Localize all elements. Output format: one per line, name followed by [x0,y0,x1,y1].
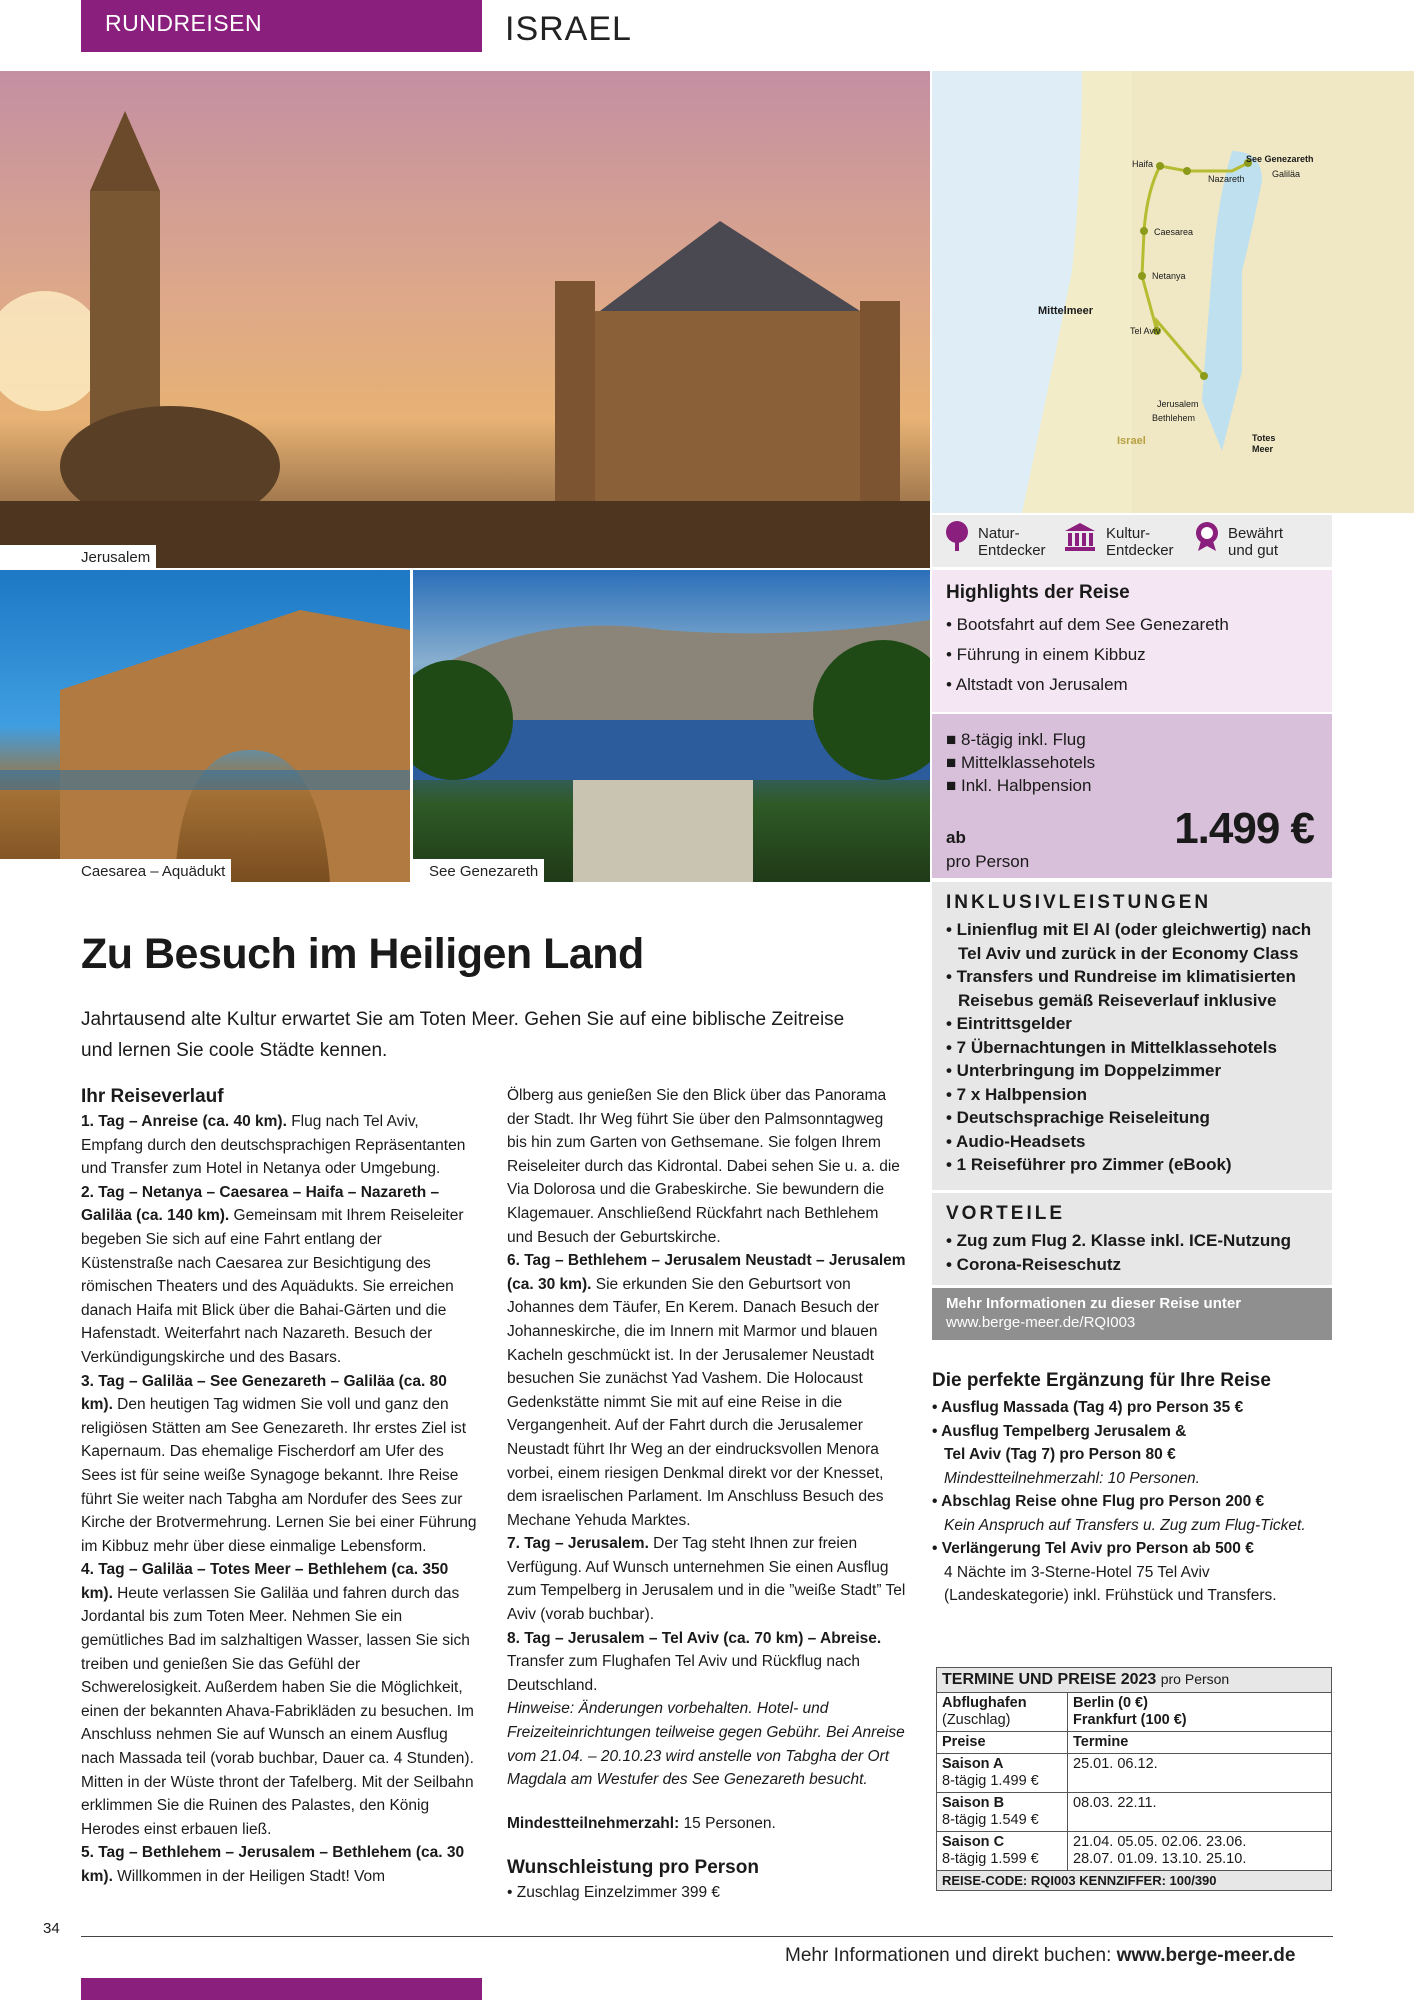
price-per: pro Person [946,852,1030,871]
temple-icon [1064,521,1096,551]
extras-title: Die perfekte Ergänzung für Ihre Reise [932,1370,1271,1391]
map-label: Galiläa [1272,169,1301,179]
aqueduct-illustration [0,570,410,882]
feature-item: ■ Mittelklassehotels [946,753,1096,772]
inclusive-item: • Eintrittsgelder [946,1014,1072,1033]
photo-caesarea [0,570,410,882]
map-label: Bethlehem [1152,413,1196,423]
map-label: Israel [1117,435,1146,447]
table-row: Preise Termine [937,1731,1331,1753]
itinerary-title: Ihr Reiseverlauf [81,1086,224,1107]
badge-natur: Natur- Entdecker [978,525,1046,559]
map-label: Jerusalem [1157,399,1199,409]
table-row: Saison B 8-tägig 1.549 € 08.03. 22.11. [937,1792,1331,1831]
vorteile-item: • Corona-Reiseschutz [946,1254,1122,1274]
vorteile-item: • Zug zum Flug 2. Klasse inkl. ICE-Nutzung [946,1231,1292,1250]
table-row: Saison C 8-tägig 1.599 € 21.04. 05.05. 02.06. 23.06. 28.07. 01.09. 13.10. 25.10. [937,1831,1331,1870]
category-badges [932,515,1332,567]
footer-link[interactable]: www.berge-meer.de [1116,1945,1296,1966]
hinweis: Hinweise: Änderungen vorbehalten. Hotel- und Freizeiteinrichtungen teilweise gegen Gebühr. Bei Anreise vom 21.04. – 20.10.23 wird anstelle von Tabgha der Ort Magdala am Westufer des See Genezareth besucht. [507,1700,905,1789]
extras-item: • Verlängerung Tel Aviv pro Person ab 500 € [932,1540,1254,1557]
inclusive-item: • 7 x Halbpension [946,1084,1088,1104]
price-box [932,714,1332,878]
award-icon [1194,521,1220,551]
route-map [932,71,1414,513]
map-label: Netanya [1152,271,1186,281]
min-participants: Mindestteilnehmerzahl: 15 Personen. [507,1814,776,1832]
category-label: RUNDREISEN [81,0,482,52]
more-info-link[interactable]: www.berge-meer.de/RQI003 [946,1314,1136,1331]
price-value: 1.499 € [1174,804,1314,853]
vorteile-title: VORTEILE [946,1203,1066,1224]
day-4: 4. Tag – Galiläa – Totes Meer – Bethlehem (ca. 350 km). Heute verlassen Sie Galiläa und fahren durch das Jordantal bis zum Toten Meer. Nehmen Sie ein gemütliches Bad im salzhaltigen Wasser, lassen Sie sich treiben und genießen Sie das Gefühl der Schwerelosigkeit. Außerdem haben Sie die Möglichkeit, einen der bekannten Ahava-Fabrikläden zu besuchen. Im Anschluss nehmen Sie auf Wunsch an einem Ausflug nach Massada teil (vorab buchbar, Dauer ca. 4 Stunden). Mitten in der Wüste thront der Tafelberg. Mit der Seilbahn erklimmen Sie die Ruinen des Palastes, den König Herodes einst erbauen ließ. [81,1561,474,1838]
inclusive-item: • Unterbringung im Doppelzimmer [946,1061,1222,1080]
table-title: TERMINE UND PREISE 2023 pro Person [937,1668,1331,1692]
photo-caption: See Genezareth [413,859,544,882]
inclusive-item: • 7 Übernachtungen in Mittelklassehotels [946,1037,1277,1057]
badge-kultur: Kultur- Entdecker [1106,525,1174,559]
day-5-cont: Ölberg aus genießen Sie den Blick über das Panorama der Stadt. Ihr Weg führt Sie über den Palmsonntagweg bis hin zum Garten von Gethsemane. Sie folgen Ihrem Reiseleiter durch das Kidrontal. Dabei sehen Sie u. a. die Via Dolorosa und die Grabeskirche. Sie bewundern die Klagemauer. Anschließend Rückfahrt nach Bethlehem und Besuch der Geburtskirche. [507,1087,900,1246]
footer-text: Mehr Informationen und direkt buchen: www.berge-meer.de [785,1945,1296,1966]
extras-section [932,1370,1332,1608]
photo-caption: Jerusalem [0,545,156,568]
extras-item: • Ausflug Massada (Tag 4) pro Person 35 € [932,1399,1244,1416]
photo-see-genezareth [413,570,930,882]
extras-item: • Abschlag Reise ohne Flug pro Person 200 € [932,1493,1265,1510]
badge-bewaehrt: Bewährt und gut [1228,525,1284,559]
intro-text: Jahrtausend alte Kultur erwartet Sie am Toten Meer. Gehen Sie auf eine biblische Zeitreise und lernen Sie coole Städte kennen. [81,1009,845,1061]
tree-icon [944,521,970,551]
price-prefix: ab [946,828,966,847]
extras-note: 4 Nächte im 3-Sterne-Hotel 75 Tel Aviv [944,1563,1210,1581]
inclusive-item: • Linienflug mit El Al (oder gleichwertig) nach Tel Aviv und zurück in der Economy Class [946,920,1312,963]
extras-note: (Landeskategorie) inkl. Frühstück und Transfers. [944,1587,1277,1604]
day-7: 7. Tag – Jerusalem. Der Tag steht Ihnen zur freien Verfügung. Auf Wunsch unternehmen Sie einen Ausflug zum Tempelberg in Jerusalem und in die ”weiße Stadt” Tel Aviv (vorab buchbar). [507,1535,906,1624]
page-number: 34 [43,1920,60,1937]
feature-item: ■ 8-tägig inkl. Flug [946,730,1086,749]
wunsch-item: • Zuschlag Einzelzimmer 399 € [507,1884,721,1902]
jerusalem-illustration [0,71,930,568]
map-label: See Genezareth [1246,154,1314,164]
more-info-text: Mehr Informationen zu dieser Reise unter [946,1295,1242,1312]
inclusive-item: • Deutschsprachige Reiseleitung [946,1108,1210,1127]
bottom-bar [81,1978,482,2000]
extras-note: Kein Anspruch auf Transfers u. Zug zum Flug-Ticket. [944,1516,1306,1534]
page-title: ISRAEL [505,10,632,48]
map-label: Mittelmeer [1038,305,1094,317]
day-6: 6. Tag – Bethlehem – Jerusalem Neustadt – Jerusalem (ca. 30 km). Sie erkunden Sie den Geburtsort von Johannes dem Täufer, En Kerem. Danach Besuch der Johanneskirche, die im Innern mit Marmor und blauen Kacheln geschmückt ist. In der Jerusalemer Neustadt besuchen Sie zunächst Yad Vashem. Die Holocaust Gedenkstätte nimmt Sie mit auf eine Reise in die Vergangenheit. Auf der Fahrt durch die Jerusalemer Neustadt führt Ihr Weg an der eindrucksvollen Menora vorbei, einem riesigen Denkmal direkt vor der Knesset, dem israelischen Parlament. Im Anschluss Besuch des Mechane Yehuda Marktes. [507,1252,906,1529]
lake-illustration [413,570,930,882]
inclusive-item: • Transfers und Rundreise im klimatisierten Reisebus gemäß Reiseverlauf inklusive [946,967,1296,1010]
inclusive-item: • 1 Reiseführer pro Zimmer (eBook) [946,1155,1232,1174]
day-8: 8. Tag – Jerusalem – Tel Aviv (ca. 70 km) – Abreise. Transfer zum Flughafen Tel Aviv und Rückflug nach Deutschland. [507,1629,882,1694]
map-label: Totes [1252,433,1276,443]
day-5: 5. Tag – Bethlehem – Jerusalem – Bethlehem (ca. 30 km). Willkommen in der Heiligen Stadt! Vom [81,1844,465,1885]
map-label: Tel Aviv [1130,326,1161,336]
table-row: Saison A 8-tägig 1.499 € 25.01. 06.12. [937,1753,1331,1792]
feature-item: ■ Inkl. Halbpension [946,776,1092,795]
highlight-item: • Bootsfahrt auf dem See Genezareth [946,615,1229,634]
wunsch-title: Wunschleistung pro Person [507,1857,759,1879]
highlights-box [932,570,1332,712]
day-2: 2. Tag – Netanya – Caesarea – Haifa – Nazareth – Galiläa (ca. 140 km). Gemeinsam mit Ihrem Reiseleiter begeben Sie sich auf eine Fahrt entlang der Küstenstraße nach Caesarea zur Besichtigung des römischen Theaters und des Aquädukts. Sie erreichen danach Haifa mit Blick über die Bahai-Gärten und die Hafenstadt. Weiterfahrt nach Nazareth. Besuch der Verkündigungskirche und des Basars. [81,1183,464,1366]
table-row: Abflughafen (Zuschlag) Berlin (0 €) Frankfurt (100 €) [937,1692,1331,1731]
map-label: Caesarea [1154,227,1194,237]
highlight-item: • Altstadt von Jerusalem [946,675,1128,694]
extras-item: • Ausflug Tempelberg Jerusalem & [932,1422,1187,1440]
main-headline: Zu Besuch im Heiligen Land [81,930,644,978]
vorteile-box [932,1193,1332,1285]
map-label: Haifa [1132,159,1154,169]
footer-divider [81,1936,1333,1937]
map-graphic [932,71,1414,513]
highlight-item: • Führung in einem Kibbuz [946,645,1146,664]
inclusive-item: • Audio-Headsets [946,1131,1086,1151]
extras-item: Tel Aviv (Tag 7) pro Person 80 € [944,1446,1176,1463]
photo-jerusalem [0,71,930,568]
dates-prices-table [936,1667,1332,1891]
extras-note: Mindestteilnehmerzahl: 10 Personen. [944,1469,1200,1487]
day-3: 3. Tag – Galiläa – See Genezareth – Galiläa (ca. 80 km). Den heutigen Tag widmen Sie voll und ganz den religiösen Stätten am See Genezareth. Ihr erstes Ziel ist Kapernaum. Das ehemalige Fischerdorf am Ufer des Sees ist für seine weiße Synagoge bekannt. Ihre Reise führt Sie weiter nach Tabgha am Nordufer des Sees zur Kirche der Brotvermehrung. Lernen Sie bei einer Führung im Kibbuz mehr über diese einmalige Lebensform. [81,1372,477,1555]
photo-caption: Caesarea – Aquädukt [0,859,231,882]
itinerary-column-1 [81,1084,477,1889]
day-1: 1. Tag – Anreise (ca. 40 km). Flug nach Tel Aviv, Empfang durch den deutschsprachigen Repräsentanten und Transfer zum Hotel in Netanya oder Umgebung. [81,1113,466,1178]
more-info-box[interactable] [932,1288,1332,1340]
table-footer: REISE-CODE: RQI003 KENNZIFFER: 100/390 [937,1870,1331,1890]
inclusive-box [932,882,1332,1190]
highlights-title: Highlights der Reise [946,582,1130,603]
map-label: Nazareth [1208,174,1245,184]
map-label: Meer [1252,444,1274,454]
inclusive-title: INKLUSIVLEISTUNGEN [946,892,1212,913]
itinerary-column-2 [507,1084,907,1905]
